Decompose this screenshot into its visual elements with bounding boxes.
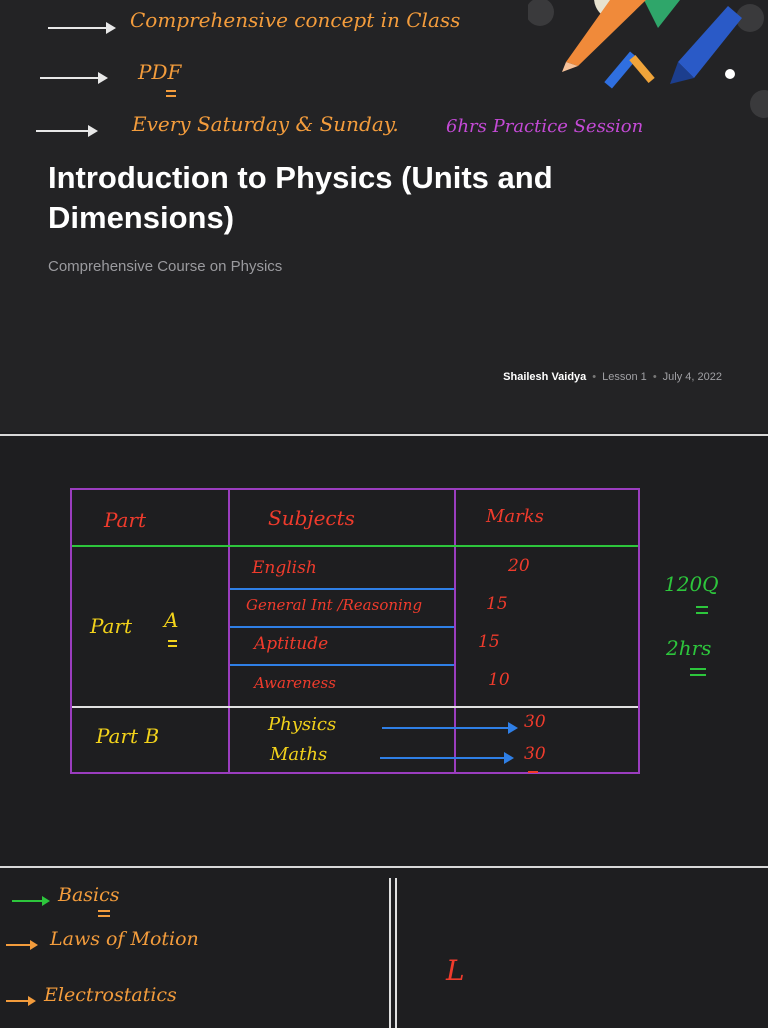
duration-underline <box>690 668 706 670</box>
orange-arrow-icon <box>6 1000 34 1002</box>
arrow-icon <box>40 77 106 79</box>
topic-electrostatics: Electrostatics <box>44 984 177 1006</box>
maths-marks-underline <box>528 771 538 773</box>
separator-dot: • <box>652 371 657 383</box>
topic-laws-of-motion: Laws of Motion <box>50 928 199 950</box>
column-divider <box>228 490 230 772</box>
column-divider <box>395 878 397 1028</box>
note-weekend-schedule: Every Saturday & Sunday. <box>132 112 399 136</box>
basics-underline <box>98 910 110 912</box>
author-name: Shailesh Vaidya <box>503 371 587 383</box>
subject-physics: Physics <box>268 714 337 735</box>
subject-maths: Maths <box>270 744 328 765</box>
subject-divider <box>230 626 454 628</box>
header-marks: Marks <box>486 506 544 527</box>
subject-divider <box>230 664 454 666</box>
total-questions-note: 120Q <box>664 572 719 596</box>
subject-awareness: Awareness <box>254 674 336 692</box>
part-a-underline <box>168 645 177 647</box>
lesson-date: July 4, 2022 <box>662 371 722 383</box>
subject-general-int: General Int /Reasoning <box>246 596 423 614</box>
note-practice-session: 6hrs Practice Session <box>446 116 644 137</box>
green-arrow-icon <box>12 900 48 902</box>
part-a-underline <box>168 640 177 642</box>
note-comprehensive-concept: Comprehensive concept in Class <box>130 8 461 32</box>
topic-basics: Basics <box>58 884 120 906</box>
separator-dot: • <box>592 371 597 383</box>
pdf-underline <box>166 95 176 97</box>
subject-aptitude: Aptitude <box>254 634 329 654</box>
marks-english: 20 <box>508 556 530 576</box>
exam-pattern-table <box>70 488 640 774</box>
part-a-label: Part <box>90 614 133 638</box>
arrow-icon <box>36 130 96 132</box>
part-a-letter: A <box>164 608 179 632</box>
note-pdf: PDF <box>138 60 182 84</box>
exam-pattern-slide <box>0 434 768 866</box>
lesson-number: Lesson 1 <box>602 371 647 383</box>
arrow-icon <box>48 27 114 29</box>
header-part: Part <box>104 508 147 532</box>
duration-underline <box>690 674 706 676</box>
subject-divider <box>230 588 454 590</box>
blue-arrow-icon <box>382 727 516 729</box>
page-title: Introduction to Physics (Units and Dimensions) <box>48 160 553 235</box>
duration-note: 2hrs <box>666 636 712 660</box>
marks-physics: 30 <box>524 712 546 732</box>
blue-arrow-icon <box>380 757 512 759</box>
marks-awareness: 10 <box>488 670 510 690</box>
marks-maths: 30 <box>524 744 546 764</box>
part-divider <box>72 706 638 708</box>
part-b-label: Part B <box>96 724 160 748</box>
orange-arrow-icon <box>6 944 36 946</box>
column-divider <box>454 490 456 772</box>
topics-slide <box>0 866 768 1026</box>
column-divider <box>389 878 391 1028</box>
total-underline <box>696 612 708 614</box>
pdf-underline <box>166 90 176 92</box>
right-letter: L <box>446 954 465 987</box>
header-divider <box>72 545 638 547</box>
subject-english: English <box>252 558 317 578</box>
header-subjects: Subjects <box>268 506 355 530</box>
lesson-meta <box>503 371 722 383</box>
marks-aptitude: 15 <box>478 632 500 652</box>
basics-underline <box>98 915 110 917</box>
course-subtitle: Comprehensive Course on Physics <box>48 258 283 275</box>
total-underline <box>696 606 708 608</box>
marks-general-int: 15 <box>486 594 508 614</box>
title-slide <box>0 0 768 432</box>
